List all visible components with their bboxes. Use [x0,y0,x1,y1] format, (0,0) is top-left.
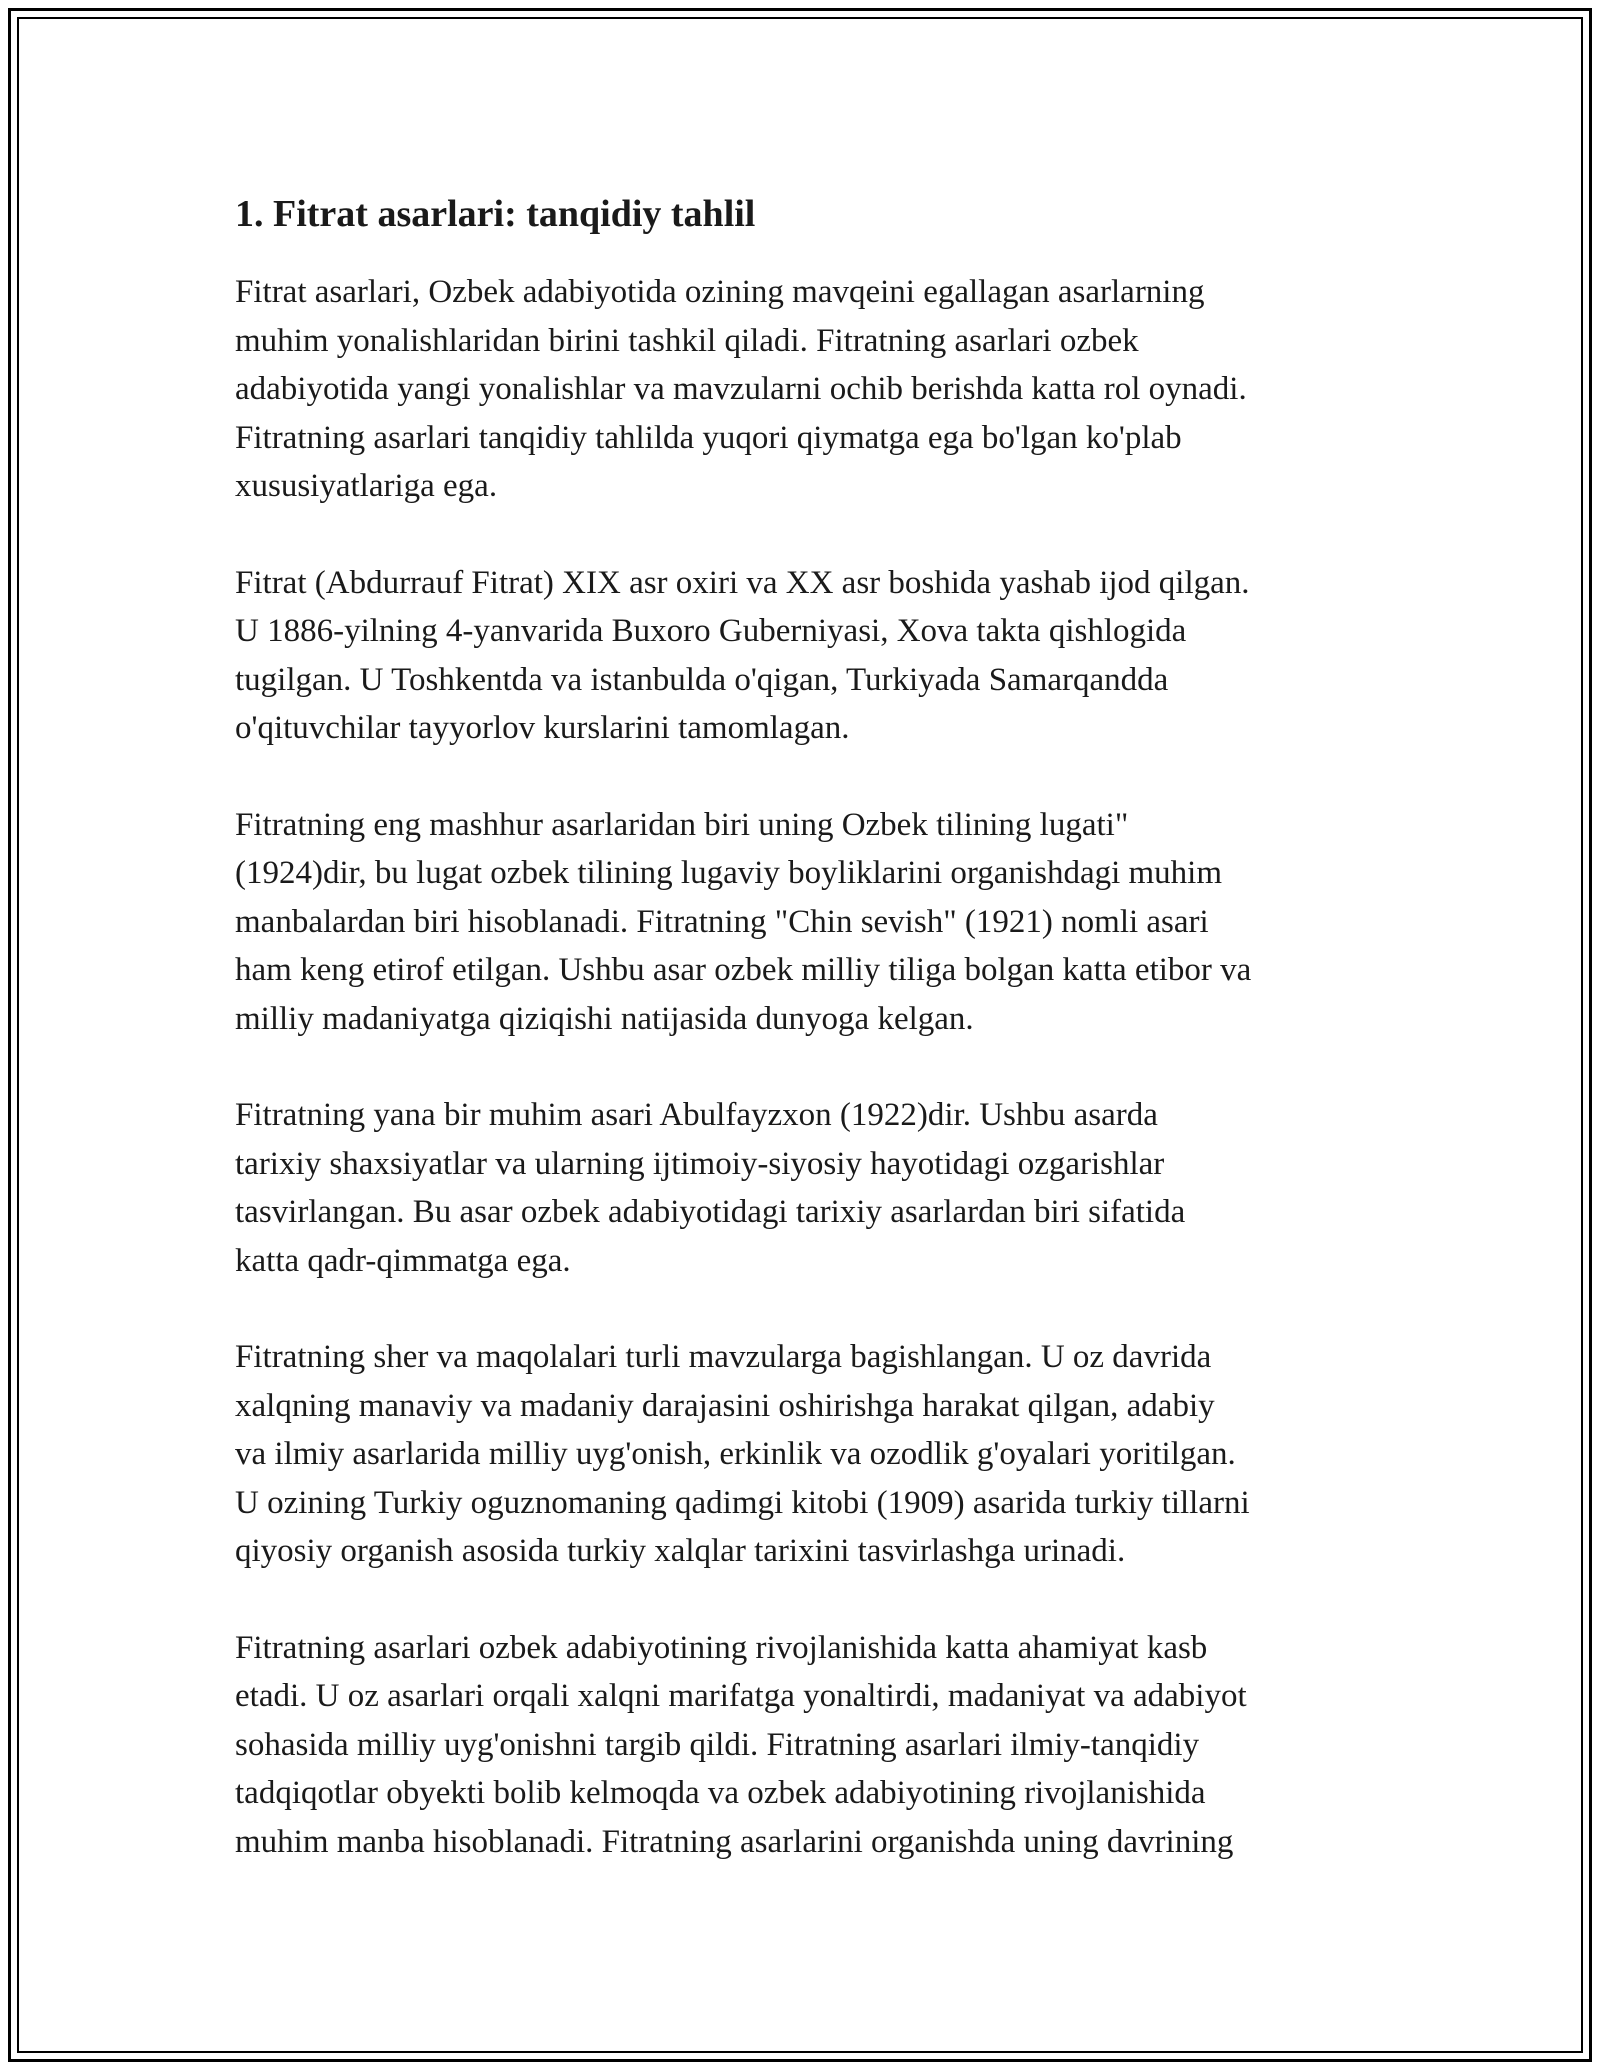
paragraph-line: Fitratning asarlari ozbek adabiyotining rivojlanishida katta ahamiyat kasb [235,1629,1208,1666]
section-title: 1. Fitrat asarlari: tanqidiy tahlil [235,193,756,235]
paragraph-biography [235,559,1375,753]
paragraph-line: o'qituvchilar tayyorlov kurslarini tamomlagan. [235,710,850,746]
paragraph-intro [235,268,1375,511]
paragraph-line: manbalardan biri hisoblanadi. Fitratning "Chin sevish" (1921) nomli asari [235,903,1209,940]
paragraph-line: Fitratning asarlari tanqidiy tahlilda yuqori qiymatga ega bo'lgan ko'plab [235,419,1182,456]
paragraph-line: etadi. U oz asarlari orqali xalqni marifatga yonaltirdi, madaniyat va adabiyot [235,1678,1247,1714]
paragraph-line: Fitratning sher va maqolalari turli mavzularga bagishlangan. U oz davrida [235,1339,1212,1375]
paragraph-abulfayzxon [235,1091,1375,1285]
paragraph-line: tarixiy shaxsiyatlar va ularning ijtimoiy-siyosiy hayotidagi ozgarishlar [235,1145,1165,1182]
paragraph-significance [235,1624,1375,1867]
paragraph-line: qiyosiy organish asosida turkiy xalqlar tarixini tasvirlashga urinadi. [235,1533,1126,1569]
paragraph-line: tadqiqotlar obyekti bolib kelmoqda va ozbek adabiyotining rivojlanishida [235,1775,1206,1811]
paragraph-poems-articles [235,1333,1375,1576]
paragraph-line: sohasida milliy uyg'onishni targib qildi. Fitratning asarlari ilmiy-tanqidiy [235,1726,1200,1763]
paragraph-line: U 1886-yilning 4-yanvarida Buxoro Guberniyasi, Xova takta qishlogida [235,613,1187,649]
paragraph-line: xususiyatlariga ega. [235,468,498,504]
paragraph-line: tasvirlangan. Bu asar ozbek adabiyotidagi tarixiy asarlardan biri sifatida [235,1194,1186,1230]
paragraph-line: (1924)dir, bu lugat ozbek tilining lugaviy boyliklarini organishdagi muhim [235,855,1223,891]
paragraph-line: Fitratning yana bir muhim asari Abulfayzxon (1922)dir. Ushbu asarda [235,1097,1158,1133]
paragraph-line: Fitrat (Abdurrauf Fitrat) XIX asr oxiri va XX asr boshida yashab ijod qilgan. [235,564,1250,601]
paragraph-line: milliy madaniyatga qiziqishi natijasida dunyoga kelgan. [235,1000,974,1037]
paragraph-line: tugilgan. U Toshkentda va istanbulda o'qigan, Turkiyada Samarqandda [235,661,1169,698]
paragraph-famous-works [235,801,1375,1044]
document-body [235,190,1375,1914]
paragraph-line: Fitratning eng mashhur asarlaridan biri uning Ozbek tilining lugati" [235,806,1129,843]
paragraph-line: va ilmiy asarlarida milliy uyg'onish, erkinlik va ozodlik g'oyalari yoritilgan. [235,1436,1236,1472]
paragraph-line: xalqning manaviy va madaniy darajasini oshirishga harakat qilgan, adabiy [235,1387,1215,1424]
paragraph-line: muhim manba hisoblanadi. Fitratning asarlarini organishda uning davrining [235,1823,1234,1860]
paragraph-line: Fitrat asarlari, Ozbek adabiyotida ozining mavqeini egallagan asarlarning [235,274,1205,310]
paragraph-line: adabiyotida yangi yonalishlar va mavzularni ochib berishda katta rol oynadi. [235,371,1247,407]
paragraph-line: muhim yonalishlaridan birini tashkil qiladi. Fitratning asarlari ozbek [235,322,1139,359]
paragraph-line: ham keng etirof etilgan. Ushbu asar ozbek milliy tiliga bolgan katta etibor va [235,952,1252,988]
paragraph-line: katta qadr-qimmatga ega. [235,1242,571,1279]
paragraph-line: U ozining Turkiy oguznomaning qadimgi kitobi (1909) asarida turkiy tillarni [235,1484,1250,1521]
